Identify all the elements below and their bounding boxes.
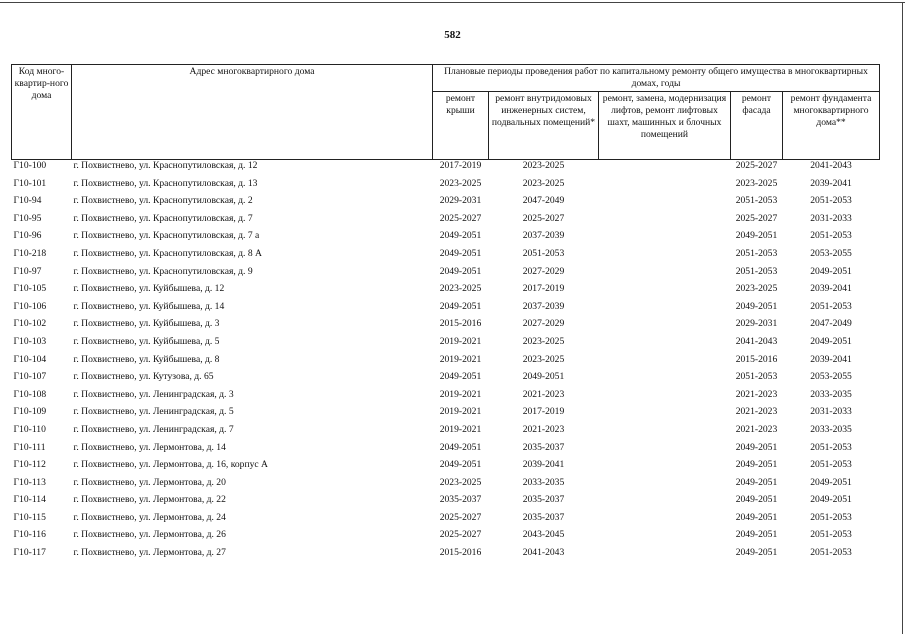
cell-code: Г10-95 [13,212,42,224]
cell-roof: 2049-2051 [439,230,482,242]
cell-facade: 2023-2025 [735,177,778,189]
cell-address: г. Похвистнево, ул. Ленинградская, д. 3 [73,388,234,400]
cell-elevators [599,213,731,231]
cell-address: г. Похвистнево, ул. Лермонтова, д. 20 [73,476,226,488]
cell-code: Г10-116 [13,529,46,541]
cell-code: Г10-110 [13,423,46,435]
cell-elevators [599,406,731,424]
table-row [12,547,880,565]
table-row [12,529,880,547]
cell-engineering: 2023-2025 [522,177,565,189]
cell-address: г. Похвистнево, ул. Куйбышева, д. 3 [73,318,220,330]
cell-address: г. Похвистнево, ул. Ленинградская, д. 5 [73,406,234,418]
cell-roof: 2019-2021 [439,423,482,435]
cell-elevators [599,266,731,284]
cell-code: Г10-111 [13,441,46,453]
header-periods-group: Плановые периоды проведения работ по капитальному ремонту общего имущества в многоквартирных домах, годы [433,65,880,92]
cell-roof: 2049-2051 [439,265,482,277]
cell-facade: 2015-2016 [735,353,778,365]
cell-facade: 2049-2051 [735,230,778,242]
cell-engineering: 2017-2019 [522,283,565,295]
cell-facade: 2025-2027 [735,212,778,224]
cell-roof: 2025-2027 [439,529,482,541]
cell-facade: 2049-2051 [735,300,778,312]
cell-facade: 2021-2023 [735,388,778,400]
cell-facade: 2049-2051 [735,529,778,541]
cell-engineering: 2023-2025 [522,353,565,365]
cell-code: Г10-103 [13,335,47,347]
table-row [12,371,880,389]
cell-address: г. Похвистнево, ул. Лермонтова, д. 27 [73,547,226,559]
cell-facade: 2049-2051 [735,476,778,488]
cell-facade: 2025-2027 [735,160,778,171]
cell-roof: 2023-2025 [439,283,482,295]
cell-code: Г10-96 [13,230,42,242]
header-roof: ремонт крыши [433,92,489,160]
table-row [12,318,880,336]
cell-foundation: 2049-2051 [810,494,852,506]
scan-border-right [902,2,903,634]
cell-engineering: 2049-2051 [522,371,565,383]
cell-engineering: 2021-2023 [522,388,565,400]
cell-code: Г10-113 [13,476,46,488]
cell-address: г. Похвистнево, ул. Лермонтова, д. 24 [73,511,226,523]
cell-code: Г10-106 [13,300,47,312]
table-row [12,230,880,248]
cell-elevators [599,160,731,178]
table-row [12,459,880,477]
cell-code: Г10-102 [13,318,47,330]
table-row [12,213,880,231]
scan-border-top [0,2,905,3]
cell-roof: 2015-2016 [439,547,482,559]
cell-foundation: 2051-2053 [810,441,852,453]
cell-address: г. Похвистнево, ул. Краснопутиловская, д. 2 [73,195,253,207]
cell-engineering: 2033-2035 [522,476,565,488]
cell-roof: 2015-2016 [439,318,482,330]
cell-roof: 2049-2051 [439,247,482,259]
cell-facade: 2023-2025 [735,283,778,295]
table-row [12,512,880,530]
table-row [12,354,880,372]
cell-address: г. Похвистнево, ул. Краснопутиловская, д. 9 [73,265,253,277]
cell-foundation: 2049-2051 [810,476,852,488]
table-row [12,160,880,178]
header-elevators: ремонт, замена, модернизация лифтов, ремонт лифтовых шахт, машинных и блочных помещений [599,92,731,160]
cell-address: г. Похвистнево, ул. Ленинградская, д. 7 [73,423,234,435]
cell-address: г. Похвистнево, ул. Куйбышева, д. 12 [73,283,225,295]
cell-engineering: 2021-2023 [522,423,565,435]
cell-foundation: 2039-2041 [810,353,852,365]
cell-roof: 2019-2021 [439,406,482,418]
cell-roof: 2049-2051 [439,441,482,453]
cell-elevators [599,371,731,389]
cell-facade: 2021-2023 [735,406,778,418]
cell-roof: 2029-2031 [439,195,482,207]
cell-elevators [599,547,731,565]
cell-facade: 2049-2051 [735,511,778,523]
cell-facade: 2049-2051 [735,494,778,506]
cell-code: Г10-101 [13,177,47,189]
cell-elevators [599,354,731,372]
cell-foundation: 2049-2051 [810,335,852,347]
cell-code: Г10-94 [13,195,42,207]
cell-foundation: 2033-2035 [810,423,852,435]
cell-address: г. Похвистнево, ул. Краснопутиловская, д. 7 [73,212,253,224]
cell-elevators [599,336,731,354]
cell-address: г. Похвистнево, ул. Краснопутиловская, д. 12 [73,160,258,171]
cell-roof: 2035-2037 [439,494,482,506]
cell-elevators [599,459,731,477]
cell-engineering: 2037-2039 [522,230,565,242]
cell-code: Г10-100 [13,160,47,171]
cell-code: Г10-108 [13,388,47,400]
cell-code: Г10-104 [13,353,47,365]
cell-foundation: 2051-2053 [810,230,852,242]
cell-foundation: 2051-2053 [810,300,852,312]
table-header [12,65,880,160]
cell-elevators [599,301,731,319]
table-row [12,477,880,495]
cell-facade: 2049-2051 [735,459,778,471]
cell-code: Г10-109 [13,406,47,418]
cell-address: г. Похвистнево, ул. Кутузова, д. 65 [73,371,214,383]
cell-engineering: 2037-2039 [522,300,565,312]
cell-engineering: 2035-2037 [522,511,565,523]
cell-roof: 2049-2051 [439,300,482,312]
header-facade: ремонт фасада [731,92,783,160]
cell-engineering: 2041-2043 [522,547,565,559]
cell-foundation: 2051-2053 [810,547,852,559]
table-row [12,336,880,354]
cell-elevators [599,512,731,530]
cell-foundation: 2053-2055 [810,371,852,383]
cell-facade: 2051-2053 [735,371,778,383]
cell-roof: 2019-2021 [439,353,482,365]
cell-address: г. Похвистнево, ул. Краснопутиловская, д. 7 а [73,230,260,242]
cell-roof: 2049-2051 [439,459,482,471]
cell-facade: 2051-2053 [735,195,778,207]
table-row [12,248,880,266]
cell-facade: 2029-2031 [735,318,778,330]
cell-elevators [599,494,731,512]
cell-facade: 2021-2023 [735,423,778,435]
cell-elevators [599,195,731,213]
cell-elevators [599,248,731,266]
cell-roof: 2017-2019 [439,160,482,171]
cell-foundation: 2051-2053 [810,511,852,523]
table-row [12,389,880,407]
cell-code: Г10-115 [13,511,46,523]
cell-elevators [599,230,731,248]
table-row [12,442,880,460]
cell-engineering: 2039-2041 [522,459,565,471]
header-engineering: ремонт внутридомовых инженерных систем, подвальных помещений* [489,92,599,160]
table-row [12,301,880,319]
cell-engineering: 2023-2025 [522,160,565,171]
header-code: Код много-квартир-ного дома [12,65,72,160]
cell-roof: 2019-2021 [439,335,482,347]
header-foundation: ремонт фундамента многоквартирного дома** [783,92,880,160]
cell-roof: 2019-2021 [439,388,482,400]
cell-engineering: 2043-2045 [522,529,565,541]
cell-roof: 2025-2027 [439,212,482,224]
page-number: 582 [444,29,461,41]
table-row [12,406,880,424]
cell-facade: 2041-2043 [735,335,778,347]
cell-engineering: 2027-2029 [522,318,565,330]
cell-address: г. Похвистнево, ул. Лермонтова, д. 14 [73,441,226,453]
cell-code: Г10-117 [13,547,46,559]
cell-code: Г10-112 [13,459,46,471]
table-row [12,178,880,196]
cell-elevators [599,318,731,336]
cell-foundation: 2041-2043 [810,160,852,171]
cell-facade: 2049-2051 [735,547,778,559]
cell-address: г. Похвистнево, ул. Лермонтова, д. 22 [73,494,226,506]
cell-code: Г10-218 [13,247,47,259]
table-row [12,266,880,284]
cell-engineering: 2051-2053 [522,247,565,259]
cell-foundation: 2039-2041 [810,283,852,295]
cell-address: г. Похвистнево, ул. Краснопутиловская, д. 13 [73,177,258,189]
cell-code: Г10-105 [13,283,47,295]
cell-elevators [599,178,731,196]
cell-code: Г10-107 [13,371,47,383]
cell-address: г. Похвистнево, ул. Лермонтова, д. 16, корпус А [73,459,268,471]
cell-engineering: 2023-2025 [522,335,565,347]
cell-elevators [599,424,731,442]
cell-facade: 2051-2053 [735,265,778,277]
cell-engineering: 2047-2049 [522,195,565,207]
cell-elevators [599,389,731,407]
cell-facade: 2051-2053 [735,247,778,259]
cell-foundation: 2047-2049 [810,318,852,330]
cell-elevators [599,442,731,460]
cell-facade: 2049-2051 [735,441,778,453]
cell-code: Г10-97 [13,265,42,277]
cell-address: г. Похвистнево, ул. Куйбышева, д. 5 [73,335,220,347]
cell-foundation: 2051-2053 [810,529,852,541]
cell-code: Г10-114 [13,494,46,506]
table-row [12,494,880,512]
cell-address: г. Похвистнево, ул. Лермонтова, д. 26 [73,529,226,541]
cell-foundation: 2051-2053 [810,459,852,471]
cell-engineering: 2027-2029 [522,265,565,277]
cell-address: г. Похвистнево, ул. Краснопутиловская, д. 8 А [73,247,262,259]
table-row [12,195,880,213]
cell-roof: 2049-2051 [439,371,482,383]
cell-elevators [599,529,731,547]
cell-foundation: 2031-2033 [810,406,852,418]
cell-foundation: 2049-2051 [810,265,852,277]
cell-engineering: 2035-2037 [522,441,565,453]
cell-elevators [599,477,731,495]
cell-foundation: 2053-2055 [810,247,852,259]
cell-address: г. Похвистнево, ул. Куйбышева, д. 14 [73,300,225,312]
cell-roof: 2023-2025 [439,177,482,189]
table-body [12,160,880,565]
cell-engineering: 2035-2037 [522,494,565,506]
table-row [12,283,880,301]
capital-repair-table [11,64,880,565]
cell-engineering: 2017-2019 [522,406,565,418]
cell-roof: 2023-2025 [439,476,482,488]
cell-foundation: 2039-2041 [810,177,852,189]
header-address: Адрес многоквартирного дома [72,65,433,160]
table-row [12,424,880,442]
cell-elevators [599,283,731,301]
cell-foundation: 2033-2035 [810,388,852,400]
cell-engineering: 2025-2027 [522,212,565,224]
cell-foundation: 2031-2033 [810,212,852,224]
cell-address: г. Похвистнево, ул. Куйбышева, д. 8 [73,353,220,365]
cell-roof: 2025-2027 [439,511,482,523]
cell-foundation: 2051-2053 [810,195,852,207]
